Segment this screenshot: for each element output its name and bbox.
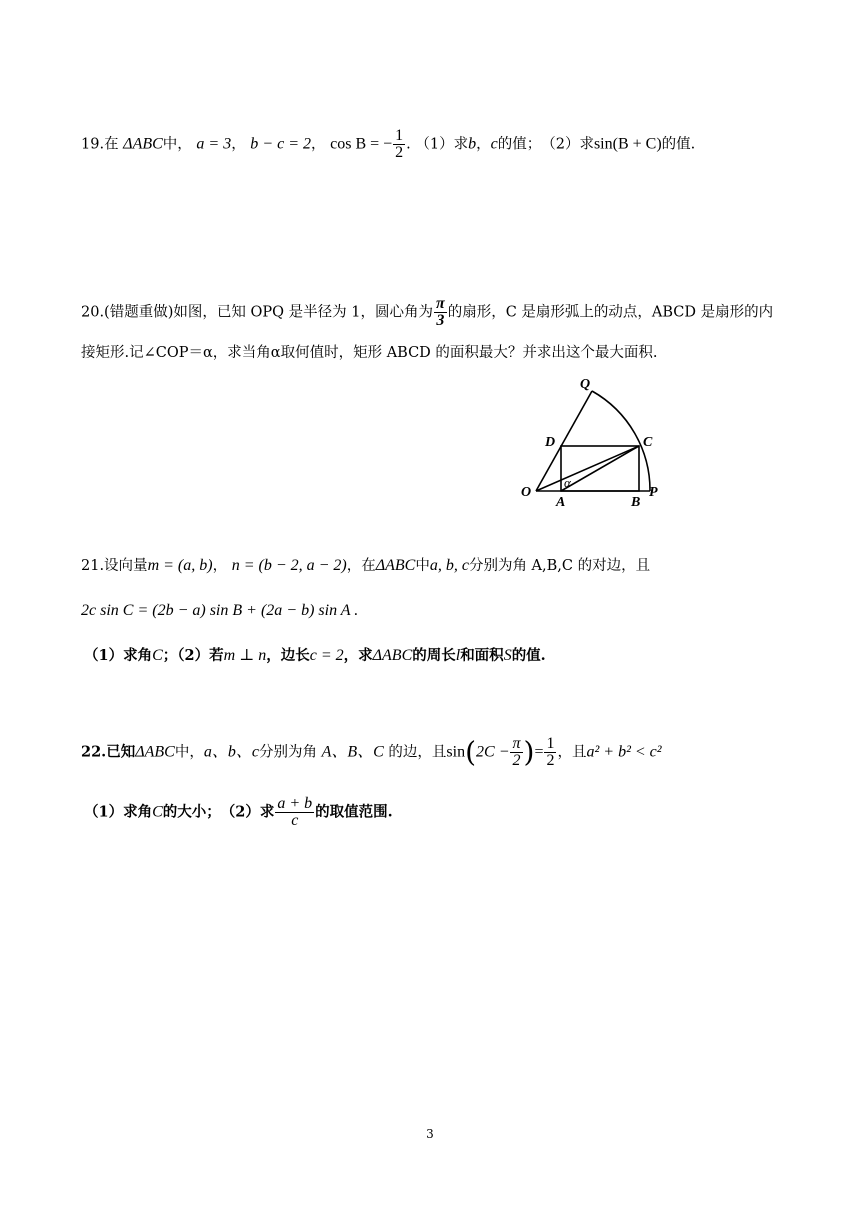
q22-line1-c: 分别为角 bbox=[258, 744, 317, 761]
q21-line3-f: 和面积 bbox=[460, 647, 504, 664]
q22-right-paren: ) bbox=[523, 735, 535, 769]
q22-pi-fraction bbox=[510, 736, 522, 769]
q22-inner: 2C − bbox=[476, 743, 510, 761]
label-C: C bbox=[643, 435, 653, 450]
q22-ratio-num: a + b bbox=[277, 795, 313, 812]
q21-line3-e: 的周长 bbox=[412, 647, 456, 664]
label-alpha: α bbox=[564, 475, 571, 490]
q21-triangle: ΔABC bbox=[375, 557, 416, 574]
question-21-line2 bbox=[81, 601, 358, 621]
question-20 bbox=[81, 296, 773, 329]
q19-fraction bbox=[393, 128, 405, 161]
q19-text-zhong: 中， bbox=[162, 136, 192, 153]
q22-line1-a: 22.已知 bbox=[81, 743, 136, 761]
label-D: D bbox=[545, 435, 556, 450]
q21-S: S bbox=[503, 647, 512, 664]
q20-line1-b: 的扇形，C 是扇形弧上的动点，ABCD 是扇形的内 bbox=[447, 304, 774, 321]
page-number: 3 bbox=[426, 1127, 434, 1141]
label-P: P bbox=[649, 485, 658, 500]
q19-bc-eq: b − c = 2 bbox=[250, 135, 311, 153]
q21-line3-c: ，边长 bbox=[266, 647, 310, 664]
q19-part1-end: 的值； （2）求 bbox=[497, 136, 594, 153]
question-21 bbox=[81, 556, 650, 576]
q21-n-vector: n = (b − 2, a − 2) bbox=[231, 557, 347, 574]
question-20-line2 bbox=[81, 343, 658, 363]
q22-eq: = bbox=[534, 743, 544, 761]
q22-two: 2 bbox=[510, 752, 522, 769]
label-Q: Q bbox=[580, 377, 591, 392]
q22-line1-b: 中， bbox=[174, 744, 204, 761]
label-A: A bbox=[556, 495, 566, 510]
segment-AC bbox=[561, 446, 639, 491]
q21-line3-d: ，求 bbox=[343, 647, 373, 664]
sector-figure bbox=[518, 374, 668, 514]
q22-line2-b: 的大小； （2）求 bbox=[162, 803, 275, 821]
q22-left-paren: ( bbox=[465, 735, 477, 769]
q22-line2-a: （1）求角 bbox=[84, 803, 153, 821]
q21-abc: a, b, c bbox=[429, 557, 469, 574]
q21-line1-d: 分别为角 A,B,C 的对边，且 bbox=[468, 558, 651, 574]
q21-perp: m ⊥ n bbox=[223, 647, 267, 664]
q21-line1-c: 中 bbox=[415, 558, 430, 574]
q22-line1-e: ，且 bbox=[557, 744, 587, 761]
q19-part1: . （1）求 bbox=[406, 136, 469, 153]
q22-ratio-fraction bbox=[275, 796, 314, 829]
q21-triangle2: ΔABC bbox=[372, 647, 413, 664]
q21-equation: 2c sin C = (2b − a) sin B + (2a − b) sin A . bbox=[81, 602, 359, 619]
q22-C: C bbox=[152, 803, 163, 821]
q19-part2-end: 的值. bbox=[661, 136, 696, 153]
q22-line1-d: 的边，且 bbox=[388, 744, 447, 761]
q22-half-fraction bbox=[544, 736, 556, 769]
q22-half-den: 2 bbox=[546, 752, 555, 769]
q21-line3-g: 的值. bbox=[511, 647, 546, 664]
q19-sin-expr: sin(B + C) bbox=[593, 135, 662, 153]
q21-sep: ， bbox=[212, 558, 228, 574]
q20-line2: 接矩形.记∠COP＝α，求当角α取何值时，矩形 ABCD 的面积最大？并求出这个最大面积. bbox=[81, 345, 658, 361]
q19-frac-num: 1 bbox=[395, 127, 404, 144]
q20-fraction bbox=[434, 296, 447, 329]
q22-pi: π bbox=[512, 735, 521, 752]
q20-frac-num: π bbox=[435, 295, 445, 312]
q22-line2-c: 的取值范围. bbox=[315, 803, 393, 821]
question-21-line3 bbox=[84, 646, 546, 666]
q19-frac-den: 2 bbox=[395, 144, 404, 161]
q20-frac-den: 3 bbox=[434, 312, 447, 329]
q19-comma: ， bbox=[476, 136, 491, 153]
q22-sin: sin bbox=[446, 743, 466, 761]
q19-triangle: ΔABC bbox=[123, 135, 163, 153]
q22-triangle: ΔABC bbox=[135, 743, 175, 761]
q21-C: C bbox=[152, 647, 163, 664]
segment-OC bbox=[536, 446, 639, 491]
q22-ratio-den: c bbox=[275, 812, 314, 829]
q22-half-num: 1 bbox=[546, 735, 555, 752]
q19-text-in: 在 bbox=[104, 136, 119, 153]
q21-c-eq: c = 2 bbox=[309, 647, 344, 664]
q20-line1-a: 20.(错题重做)如图，已知 OPQ 是半径为 1，圆心角为 bbox=[81, 304, 433, 321]
q19-c: c bbox=[490, 135, 498, 153]
label-O: O bbox=[521, 485, 532, 500]
label-B: B bbox=[631, 495, 641, 510]
q19-b: b bbox=[468, 135, 477, 153]
q19-a-eq: a = 3 bbox=[196, 135, 232, 153]
q22-ABC: A、B、C bbox=[321, 743, 384, 761]
q21-line1-a: 21.设向量 bbox=[81, 558, 148, 574]
question-22 bbox=[81, 736, 662, 769]
q19-number: 19. bbox=[81, 136, 105, 153]
q19-cosB: cos B = − bbox=[330, 135, 393, 153]
q21-line1-b: ，在 bbox=[346, 558, 376, 574]
arc-PQ bbox=[592, 391, 650, 491]
q22-inequality: a² + b² < c² bbox=[586, 743, 662, 761]
q22-abc: a、b、c bbox=[203, 743, 259, 761]
q19-sep2: ， bbox=[311, 136, 326, 153]
q19-sep1: ， bbox=[231, 136, 246, 153]
question-22-line2 bbox=[84, 796, 393, 829]
q21-line3-a: （1）求角 bbox=[84, 647, 153, 664]
q21-m-vector: m = (a, b) bbox=[147, 557, 213, 574]
question-19 bbox=[81, 128, 695, 161]
q21-l: l bbox=[455, 647, 461, 664]
q21-line3-b: ；（2）若 bbox=[162, 647, 224, 664]
